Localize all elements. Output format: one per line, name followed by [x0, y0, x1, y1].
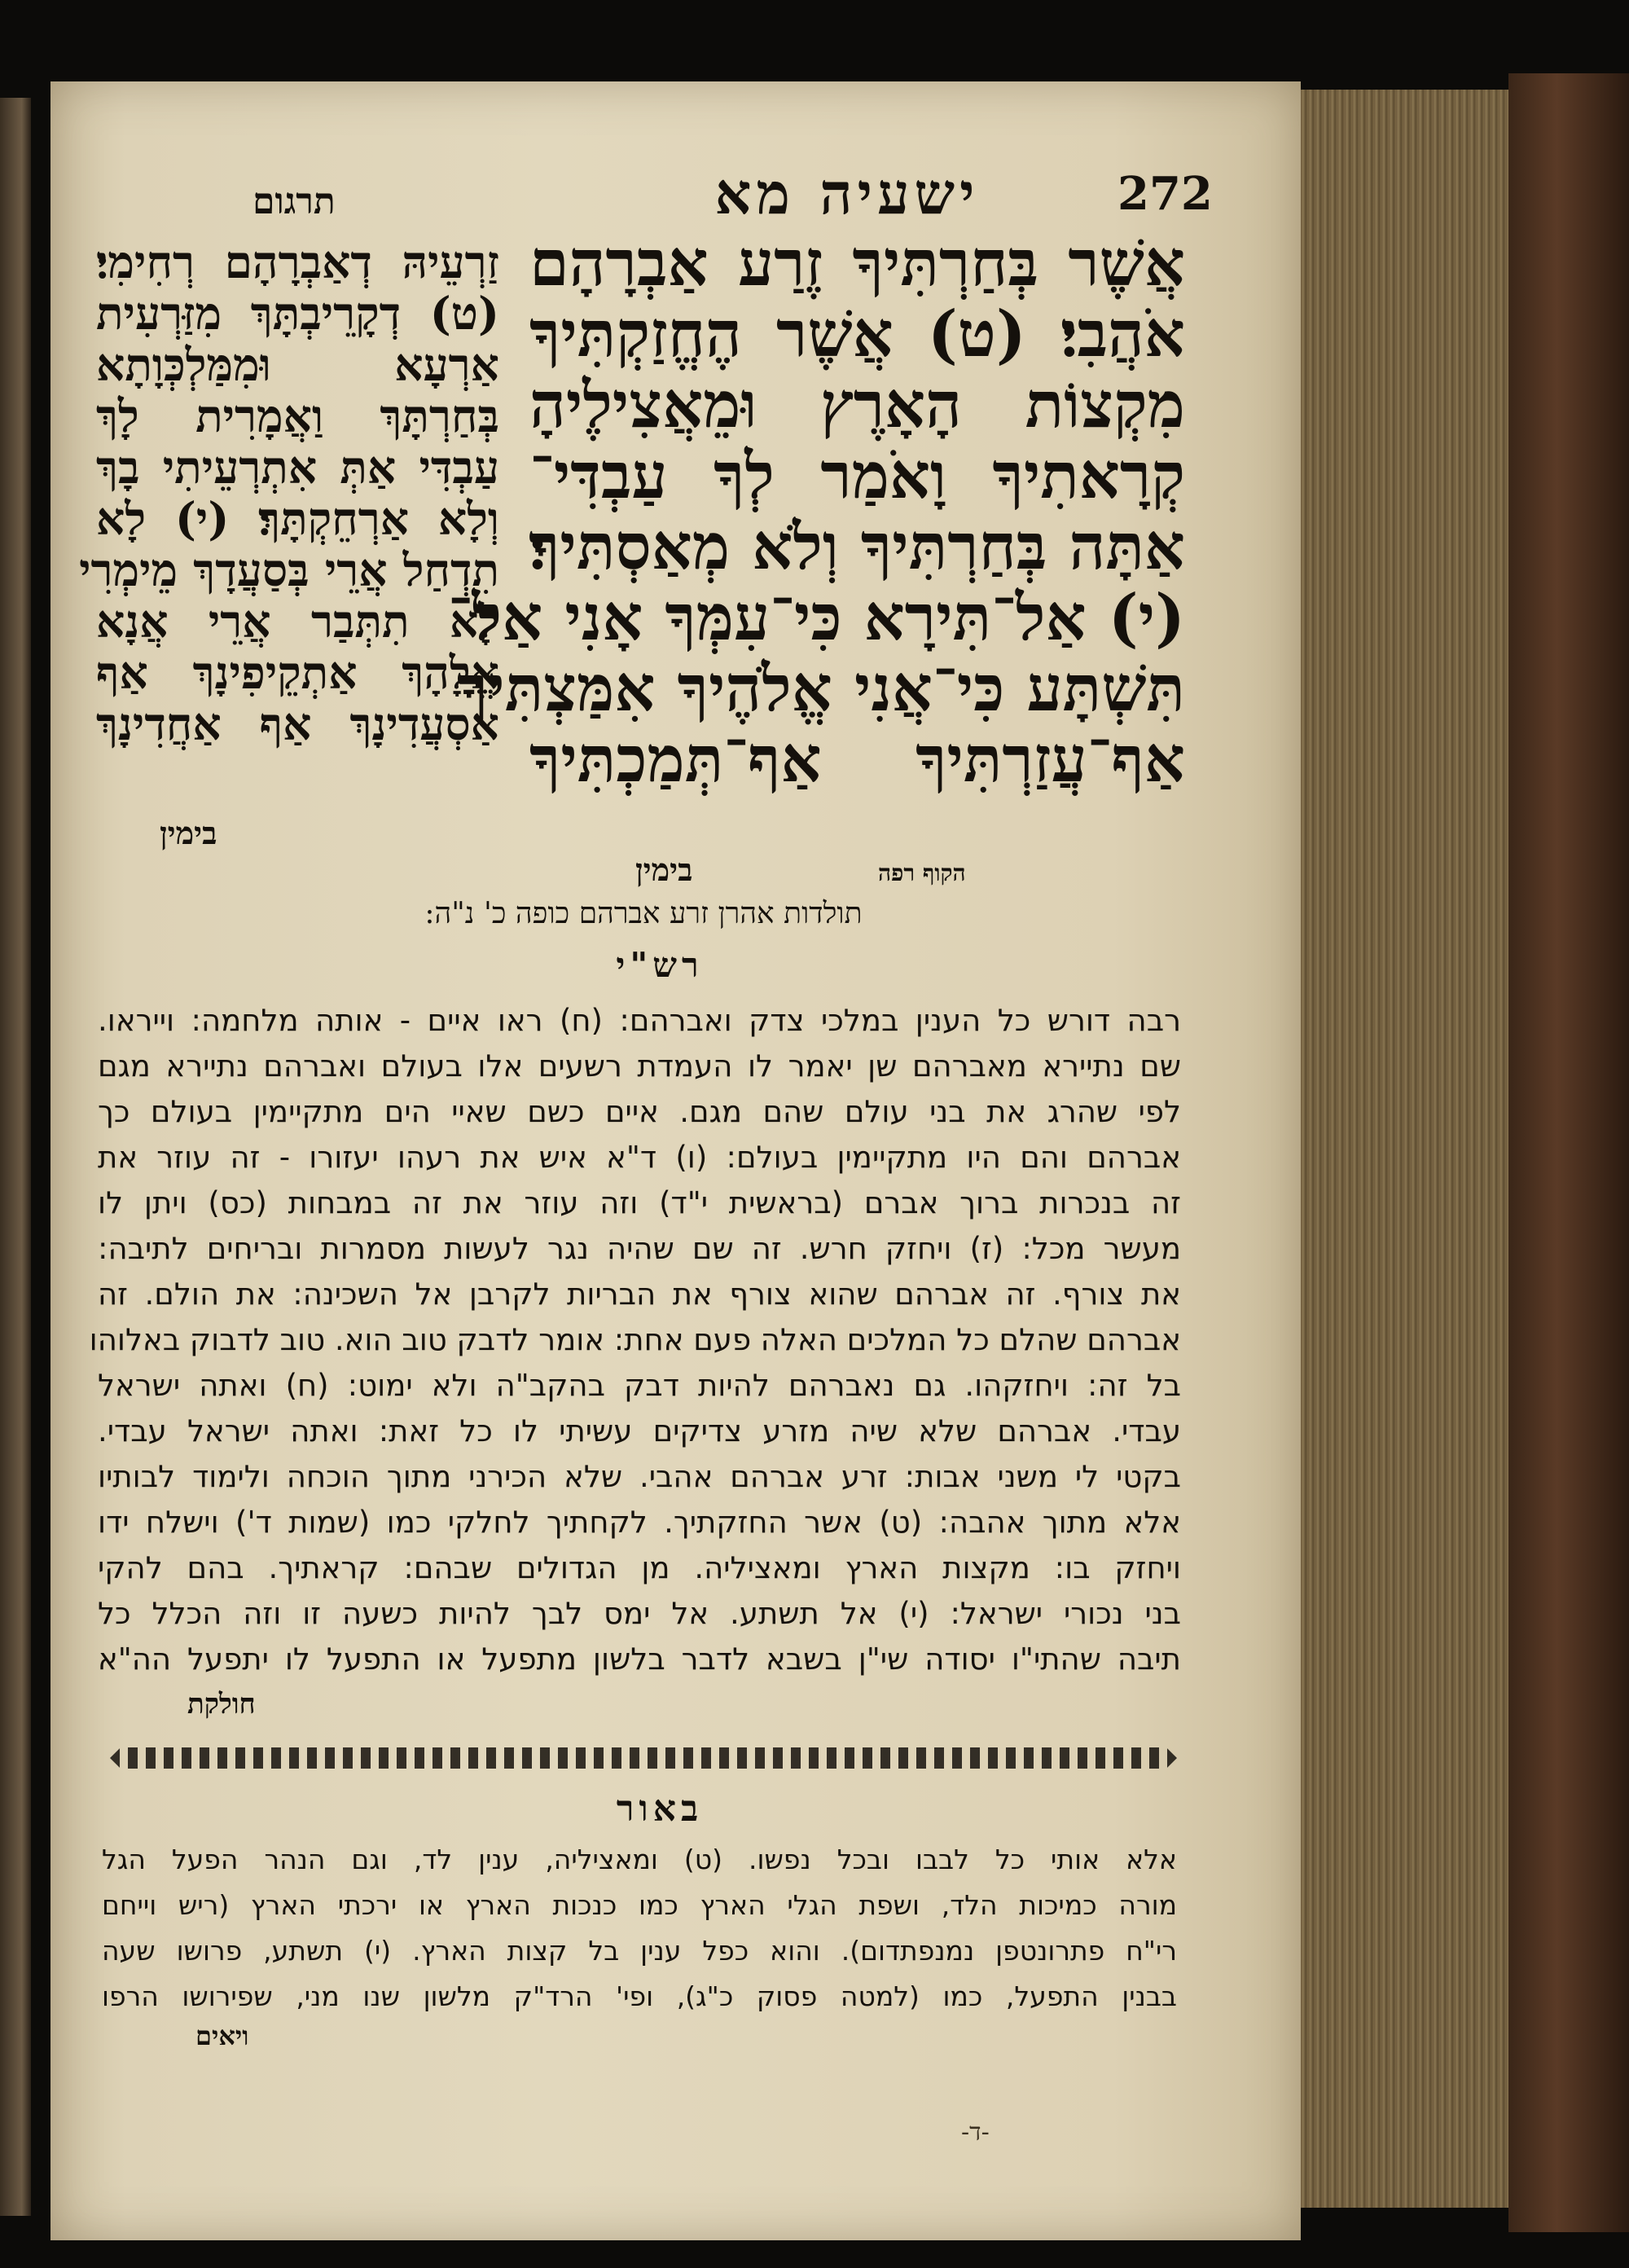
scripture-line: אַף־עֲזַרְתִּיךָ אַף־תְּמַכְתִּיךָ [529, 723, 1185, 797]
rashi-line: רבה דורש כל הענין במלכי צדק ואברהם: (ח) ראו איים - אותה מלחמה: וייראו. [98, 1003, 1181, 1038]
rashi-line: זה בנכרות ברוך אברם (בראשית י"ד) וזה עוזר את זה במבחות (כס) ויתן לו [98, 1185, 1181, 1220]
signature-mark: -ד- [961, 2118, 990, 2147]
targum-line: בְּחַרְתָּךְ וַאֲמָרִית לָךְ [96, 389, 499, 442]
rashi-line: לפי שהרג את בני עולם שהם מגם. איים כשם שאיי הים מתקיימין בעולם כך [98, 1094, 1181, 1129]
biur-line: מורה כמיכות הלד, ושפת הגלי הארץ כמו כנכות הארץ או ירכתי הארץ (ריש וייחם [102, 1889, 1177, 1921]
targum-column-heading: תרגום [252, 181, 336, 222]
rashi-line: אברהם והם היו מתקיימין בעולם: (ו) ד"א איש את רעהו יעזורו - זה עוזר את [98, 1140, 1181, 1175]
targum-line: אַרְעָא וּמִמַּלְכְּוָתָא [96, 338, 499, 391]
scripture-marginal-note: הקוף רפה [878, 859, 966, 886]
biur-catchword: ויאים [195, 2020, 249, 2051]
biur-line: אלא אותי כל לבבו ובכל נפשו. (ט) ומאציליה, ענין לד, וגם הנהר הפעל הגל [102, 1844, 1177, 1875]
scripture-line: אֹהֲבִי׃ (ט) אֲשֶׁר הֶחֱזַקְתִּיךָ [529, 297, 1185, 371]
rashi-line: אלא מתוך אהבה: (ט) אשר החזקתיך. לקחתיך לחלקי כמו (שמות ד') וישלח ידו [98, 1505, 1181, 1540]
scripture-line: תִּשְׁתָּע כִּי־אֲנִי אֱלֹהֶיךָ אִמַּצְתִּיךָ [456, 652, 1185, 726]
left-page-edge [0, 98, 31, 2216]
rashi-line: עבדי. אברהם שלא שיה מזרע צדיקים עשיתי לו כל זאת: ואתה ישראל עבדי. [98, 1413, 1181, 1448]
targum-line: תִדְחַל אֲרֵי בְּסַעֲדָךְ מֵימְרִי [79, 543, 499, 596]
rashi-line: את צורף. זה אברהם שהוא צורף את הבריות לקרבן אל השכינה: את הולם. זה [98, 1277, 1181, 1312]
targum-line: זַרְעֵיהּ דְאַבְרָהָם רְחִימִי׃ [96, 235, 499, 288]
biur-commentary [102, 1837, 1177, 2020]
ornamental-divider [110, 1747, 1177, 1769]
page-number: 272 [1117, 167, 1213, 221]
scripture-catchword: בימין [635, 851, 693, 888]
rashi-line: בל זה: ויחזקהו. גם נאברהם להיות דבק בהקב"ה ולא ימוט: (ח) ואתה ישראל [98, 1368, 1181, 1403]
rashi-line: בני נכורי ישראל: (י) אל תשתע. אל ימס לבך להיות כשעה זו וזה הכלל כל [98, 1596, 1181, 1631]
rashi-line: תיבה שהתי"ו יסודה שי"ן בשבא לדבר בלשון מתפעל או התפעל לו יתפעל הה"א [98, 1642, 1181, 1677]
rashi-line: מעשר מכל: (ז) ויחזק חרש. זה שם שהיה נגר לעשות מסמרות ובריחים לתיבה: [98, 1231, 1181, 1266]
targum-line: וְלָא אַרְחֵקְתָּךְ׃ (י) לָא [96, 492, 499, 545]
book-fore-edge [1301, 90, 1508, 2208]
rashi-heading: רש"י [616, 945, 704, 985]
targum-catchword: בימין [160, 815, 217, 851]
targum-line: אַסְעֲדִינָךְ אַף אַחֲדִינָךְ [96, 697, 499, 750]
targum-text-block [79, 235, 499, 750]
scripture-footnote: תולדות אהרן זרע אברהם כופה כ' נ"ה: [424, 897, 863, 930]
scripture-line: קְרָאתִיךָ וָאֹמַר לְךָ עַבְדִּי־ [529, 439, 1185, 513]
scripture-text-block [447, 226, 1185, 797]
rashi-line: אברהם שהלם כל המלכים האלה פעם אחת: אומר לדבק טוב הוא. טוב לדבוק באלוהו [89, 1322, 1181, 1357]
scripture-line: (י) אַל־תִּירָא כִּי־עִמְּךָ אָנִי אַל־ [447, 581, 1185, 655]
biur-line: בבנין התפעל, כמו (למטה פסוק כ"ג), ופי' הרד"ק מלשון שנו מני, שפירושו הרפו [102, 1980, 1177, 2012]
page-title: ישעיה מא [714, 160, 980, 227]
targum-line: עַבְדִּי אַתְּ אִתְרְעֵיתִי בָךְ [96, 441, 499, 494]
rashi-line: ויחזק בו: מקצות הארץ ומאציליה. מן הגדולים שבהם: קראתיך. בהם להקי [98, 1550, 1181, 1585]
scripture-line: אֲשֶׁר בְּחַרְתִּיךָ זֶרַע אַבְרָהָם [529, 226, 1185, 301]
biur-heading: באור [616, 1788, 704, 1830]
rashi-catchword: חולקת [187, 1688, 256, 1721]
scripture-line: אַתָּה בְּחַרְתִּיךָ וְלֹא מְאַסְתִּיךָ׃ [529, 510, 1185, 584]
book-cover [1508, 73, 1629, 2232]
rashi-commentary [89, 998, 1181, 1682]
rashi-line: בקטי לי משני אבות: זרע אברהם אהבי. שלא הכירני מתוך הוכחה ולימוד לבותיו [98, 1459, 1181, 1494]
biur-line: רי"ח פתרונטפן נמנפתדום). והוא כפל ענין בל קצות הארץ. (י) תשתע, פרושו שעה [102, 1935, 1177, 1967]
rashi-line: שם נתיירא מאברהם שן יאמר לו העמדת רשעים אלו בעולם ואברהם נתיירא מגם [98, 1048, 1181, 1083]
targum-line: לָא תִתְּבַר אֲרֵי אֲנָא [96, 595, 499, 648]
scripture-line: מִקְצוֹת הָאָרֶץ וּמֵאֲצִילֶיהָ [529, 368, 1185, 442]
targum-line: (ט) דְקָרֵיבְתָּךְ מִזַּרְעִית [96, 287, 499, 340]
targum-line: אֱלָהָךְ אַתְקֵיפִינָךְ אַף [96, 646, 499, 699]
